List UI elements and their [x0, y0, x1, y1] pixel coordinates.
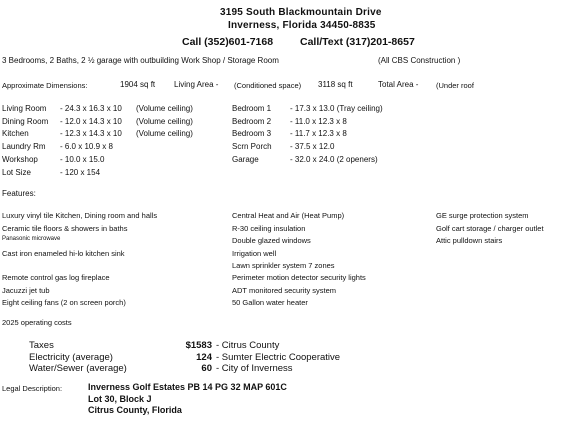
cost-item: Taxes — [29, 340, 54, 351]
address-line-2: Inverness, Florida 34450-8835 — [228, 20, 376, 31]
cost-amount: 60 — [201, 363, 212, 374]
room-name: Bedroom 2 — [232, 117, 272, 126]
legal-line: Lot 30, Block J — [88, 394, 152, 404]
room-name: Bedroom 1 — [232, 104, 272, 113]
feature-item: Luxury vinyl tile Kitchen, Dining room and halls — [2, 211, 158, 220]
feature-item: GE surge protection system — [436, 211, 529, 220]
dimensions-label: Approximate Dimensions: — [2, 81, 88, 90]
feature-item: ADT monitored security system — [232, 286, 337, 295]
room-size: - 32.0 x 24.0 (2 openers) — [290, 155, 378, 164]
cost-amount: 124 — [196, 352, 212, 363]
room-size: - 12.3 x 14.3 x 10 — [60, 129, 122, 138]
living-area-note: (Conditioned space) — [234, 81, 302, 90]
room-note: (Volume ceiling) — [136, 104, 193, 113]
feature-item: Lawn sprinkler system 7 zones — [232, 261, 335, 270]
room-size: - 24.3 x 16.3 x 10 — [60, 104, 122, 113]
cost-provider: - Citrus County — [216, 340, 280, 351]
room-size: - 10.0 x 15.0 — [60, 155, 105, 164]
living-area-label: Living Area - — [174, 80, 219, 89]
room-size: - 6.0 x 10.9 x 8 — [60, 142, 113, 151]
legal-line: Citrus County, Florida — [88, 405, 182, 415]
address-line-1: 3195 South Blackmountain Drive — [220, 7, 382, 18]
room-size: - 37.5 x 12.0 — [290, 142, 335, 151]
feature-item: 50 Gallon water heater — [232, 298, 308, 307]
living-area-sqft: 1904 sq ft — [120, 80, 156, 89]
feature-item: Golf cart storage / charger outlet — [436, 224, 544, 233]
room-size: - 17.3 x 13.0 (Tray ceiling) — [290, 104, 383, 113]
feature-item: Irrigation well — [232, 249, 277, 258]
features-heading: Features: — [2, 189, 36, 198]
costs-heading: 2025 operating costs — [2, 318, 72, 327]
total-area-sqft: 3118 sq ft — [318, 80, 353, 89]
feature-item: Central Heat and Air (Heat Pump) — [232, 211, 345, 220]
feature-item: Cast iron enameled hi-lo kitchen sink — [2, 249, 125, 258]
room-name: Dining Room — [2, 117, 49, 126]
legal-line: Inverness Golf Estates PB 14 PG 32 MAP 601C — [88, 382, 287, 392]
room-size: - 120 x 154 — [60, 168, 101, 177]
room-name: Scrn Porch — [232, 142, 272, 151]
cost-amount: $1583 — [185, 340, 212, 351]
room-note: (Volume ceiling) — [136, 117, 193, 126]
total-area-note: (Under roof — [436, 81, 474, 90]
cost-provider: - Sumter Electric Cooperative — [216, 352, 341, 363]
phone-text: Call/Text (317)201-8657 — [300, 36, 415, 48]
summary-description: 3 Bedrooms, 2 Baths, 2 ½ garage with outbuilding Work Shop / Storage Room — [2, 56, 279, 65]
feature-item: Double glazed windows — [232, 236, 311, 245]
room-size: - 12.0 x 14.3 x 10 — [60, 117, 122, 126]
room-name: Bedroom 3 — [232, 129, 272, 138]
legal-label: Legal Description: — [2, 384, 63, 393]
cost-provider: - City of Inverness — [216, 363, 293, 374]
feature-item: Perimeter motion detector security lights — [232, 273, 366, 282]
feature-item: Attic pulldown stairs — [436, 236, 503, 245]
room-name: Living Room — [2, 104, 47, 113]
room-size: - 11.0 x 12.3 x 8 — [290, 117, 347, 126]
room-name: Workshop — [2, 155, 38, 164]
phone-primary: Call (352)601-7168 — [182, 36, 274, 48]
total-area-label: Total Area - — [378, 80, 419, 89]
room-name: Lot Size — [2, 168, 31, 177]
cost-item: Water/Sewer (average) — [29, 363, 127, 374]
room-name: Kitchen — [2, 129, 29, 138]
cost-item: Electricity (average) — [29, 352, 113, 363]
room-size: - 11.7 x 12.3 x 8 — [290, 129, 347, 138]
feature-item: Panasonic microwave — [2, 236, 61, 242]
room-note: (Volume ceiling) — [136, 129, 193, 138]
room-name: Laundry Rm — [2, 142, 46, 151]
feature-item: Ceramic tile floors & showers in baths — [2, 224, 128, 233]
room-name: Garage — [232, 155, 259, 164]
feature-item: Eight ceiling fans (2 on screen porch) — [2, 298, 126, 307]
summary-construction: (All CBS Construction ) — [378, 56, 461, 65]
feature-item: Jacuzzi jet tub — [2, 286, 50, 295]
feature-item: R-30 ceiling insulation — [232, 224, 306, 233]
feature-item: Remote control gas log fireplace — [2, 273, 110, 282]
